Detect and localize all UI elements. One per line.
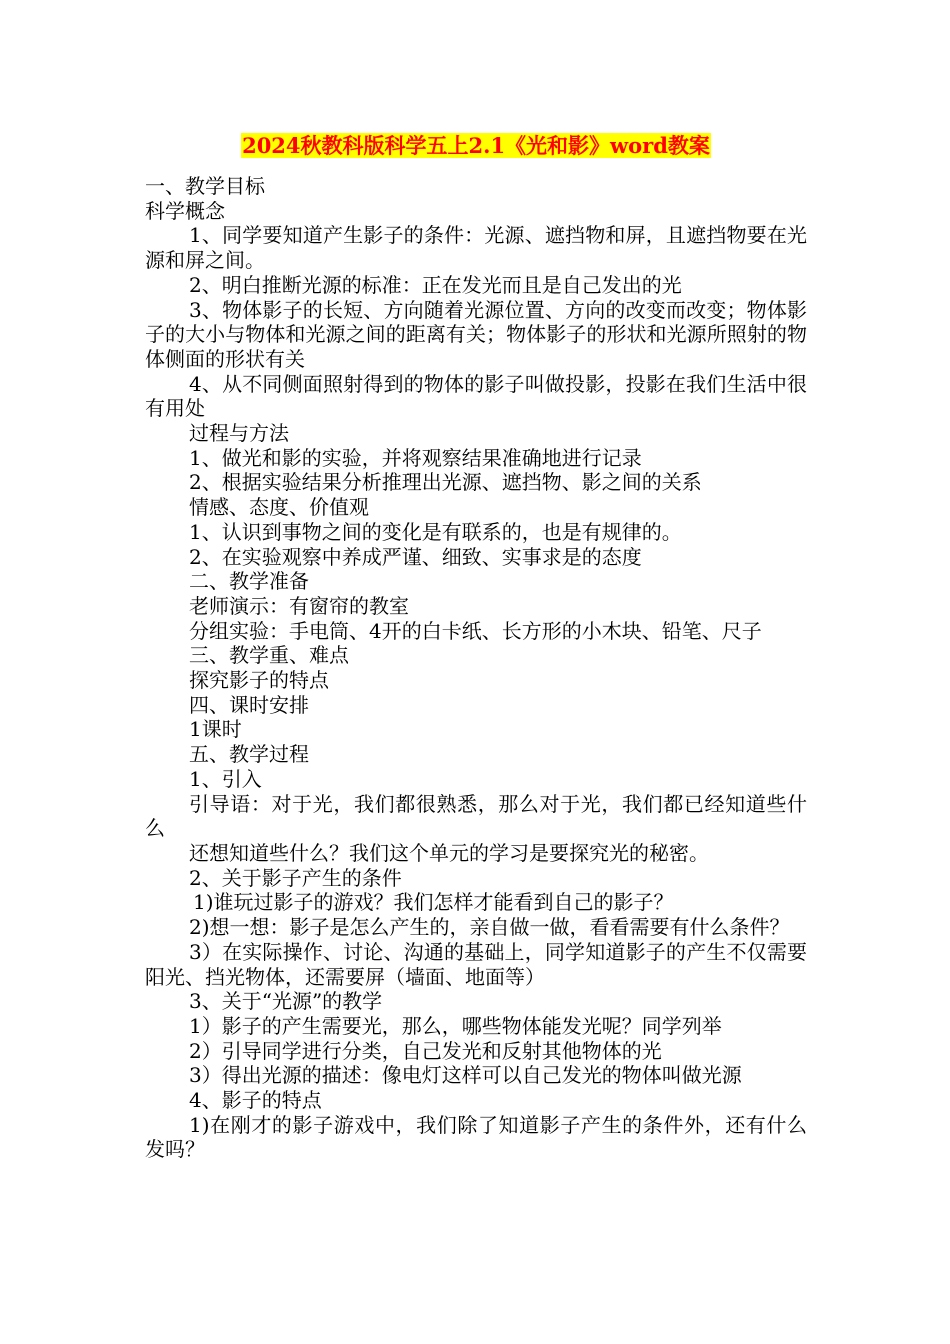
paragraph: 1)谁玩过影子的游戏？我们怎样才能看到自己的影子？ <box>193 890 674 915</box>
paragraph: 3）在实际操作、讨论、沟通的基础上，同学知道影子的产生不仅需要阳光、挡光物体，还需要屏（墙面、地面等） <box>145 939 807 989</box>
paragraph: 4、影子的特点 <box>189 1088 322 1113</box>
paragraph: 2）引导同学进行分类，自己发光和反射其他物体的光 <box>189 1038 662 1063</box>
document-body <box>145 174 807 1162</box>
paragraph: 情感、态度、价值观 <box>189 495 369 520</box>
paragraph: 4、从不同侧面照射得到的物体的影子叫做投影，投影在我们生活中很有用处 <box>145 371 807 421</box>
paragraph: 3、关于“光源”的教学 <box>189 989 383 1014</box>
paragraph: 一、教学目标 <box>145 174 265 198</box>
paragraph: 1、做光和影的实验，并将观察结果准确地进行记录 <box>189 445 642 470</box>
paragraph: 1、同学要知道产生影子的条件：光源、遮挡物和屏，且遮挡物要在光源和屏之间。 <box>145 223 807 273</box>
paragraph: 四、课时安排 <box>189 692 309 717</box>
paragraph: 1）影子的产生需要光，那么，哪些物体能发光呢？同学列举 <box>189 1013 722 1038</box>
paragraph: 二、教学准备 <box>189 569 309 594</box>
paragraph: 2)想一想：影子是怎么产生的，亲自做一做，看看需要有什么条件？ <box>189 915 790 940</box>
paragraph: 1)在刚才的影子游戏中，我们除了知道影子产生的条件外，还有什么发吗？ <box>145 1112 807 1162</box>
paragraph: 探究影子的特点 <box>189 668 329 693</box>
paragraph: 3）得出光源的描述：像电灯这样可以自己发光的物体叫做光源 <box>189 1063 742 1088</box>
paragraph: 还想知道些什么？我们这个单元的学习是要探究光的秘密。 <box>189 840 709 865</box>
paragraph: 引导语：对于光，我们都很熟悉，那么对于光，我们都已经知道些什么 <box>145 791 807 841</box>
document-page <box>145 132 807 1162</box>
paragraph: 1课时 <box>189 717 242 742</box>
paragraph: 3、物体影子的长短、方向随着光源位置、方向的改变而改变；物体影子的大小与物体和光源之间的距离有关；物体影子的形状和光源所照射的物体侧面的形状有关 <box>145 297 807 371</box>
paragraph: 老师演示：有窗帘的教室 <box>189 593 409 618</box>
paragraph: 2、关于影子产生的条件 <box>189 865 402 890</box>
paragraph: 三、教学重、难点 <box>189 643 349 668</box>
paragraph: 分组实验：手电筒、4开的白卡纸、长方形的小木块、铅笔、尺子 <box>189 618 762 643</box>
paragraph: 五、教学过程 <box>189 742 309 767</box>
paragraph: 1、引入 <box>189 766 262 791</box>
paragraph: 科学概念 <box>145 198 225 223</box>
paragraph: 2、明白推断光源的标准：正在发光而且是自己发出的光 <box>189 272 682 297</box>
paragraph: 1、认识到事物之间的变化是有联系的，也是有规律的。 <box>189 519 682 544</box>
paragraph: 2、根据实验结果分析推理出光源、遮挡物、影之间的关系 <box>189 470 702 495</box>
paragraph: 2、在实验观察中养成严谨、细致、实事求是的态度 <box>189 544 642 569</box>
document-title: 2024秋教科版科学五上2.1《光和影》word教案 <box>242 133 710 158</box>
paragraph: 过程与方法 <box>189 421 289 446</box>
